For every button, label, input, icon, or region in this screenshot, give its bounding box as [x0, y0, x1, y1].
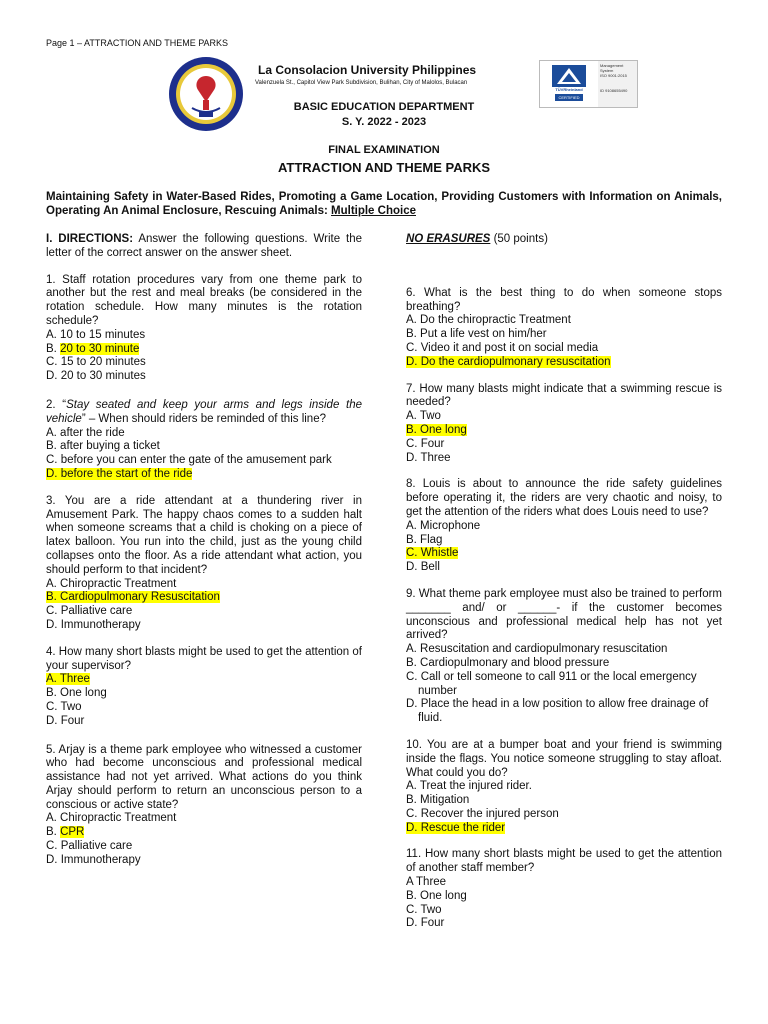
right-column: [406, 233, 722, 944]
university-address: Valenzuela St., Capitol View Park Subdivision, Bulihan, City of Malolos, Bulacan: [255, 80, 468, 86]
answer-option: [406, 780, 722, 794]
university-name: La Consolacion University Philippines: [258, 63, 477, 77]
highlighted-answer: D. Do the cardiopulmonary resuscitation: [406, 355, 611, 368]
highlighted-answer: B. CPR: [46, 826, 85, 839]
highlighted-answer: B. 20 to 30 minute: [46, 342, 140, 355]
answer-option: [46, 343, 362, 357]
answer-option: [406, 808, 722, 822]
tuv-name: TÜVRheinland: [555, 87, 583, 92]
answer-option: [46, 840, 362, 854]
question-stem: 4. How many short blasts might be used to get the attention of your supervisor?: [46, 645, 362, 672]
answer-option-text: D. Place the head in a low position to allow free drainage of fluid.: [406, 698, 709, 725]
answer-option: [46, 605, 362, 619]
answer-option-text: C. Palliative care: [46, 605, 133, 618]
answer-option: [46, 370, 362, 384]
answer-option: [406, 917, 722, 931]
answer-option: [406, 438, 722, 452]
answer-option: [46, 356, 362, 370]
no-erasures-label: NO ERASURES: [406, 233, 491, 245]
question-stem: 5. Arjay is a theme park employee who witnessed a customer who had become unconscious and professional medical assistance had not yet arrived. What actions do you think Arjay should perform to return an unconscious person to a conscious or active state?: [46, 743, 362, 811]
right-questions: [406, 287, 722, 931]
answer-option: [406, 520, 722, 534]
answer-option: [406, 328, 722, 342]
question-item: [46, 646, 362, 729]
points-label: (50 points): [493, 233, 548, 245]
answer-option-text: A. Two: [406, 410, 441, 423]
answer-option: [406, 424, 722, 438]
answer-option: [406, 822, 722, 836]
answer-option: [406, 890, 722, 904]
left-questions: [46, 274, 362, 868]
answer-option-text: A Three: [406, 876, 447, 889]
answer-option-text: D. Immunotherapy: [46, 618, 141, 631]
directions-label: I. DIRECTIONS:: [46, 233, 134, 245]
answer-option: [46, 440, 362, 454]
answer-option: [46, 427, 362, 441]
question-stem-part: ” – When should riders be reminded of this line?: [81, 412, 326, 425]
answer-option: [46, 454, 362, 468]
answer-option-text: B. Flag: [406, 533, 443, 546]
tuv-id: ID 9108655490: [600, 88, 628, 93]
answer-option: [406, 410, 722, 424]
highlighted-answer-text: 20 to 30 minute: [60, 342, 140, 355]
answer-option-text: B. Mitigation: [406, 794, 470, 807]
answer-option: [46, 715, 362, 729]
answer-option: [46, 591, 362, 605]
question-stem: 11. How many short blasts might be used to get the attention of another staff member?: [406, 848, 722, 875]
question-item: [46, 399, 362, 482]
answer-option: [46, 619, 362, 633]
tuv-side-line: ISO 9001:2015: [600, 73, 627, 78]
tuv-side-line: Management: [600, 63, 624, 68]
answer-option: [406, 643, 722, 657]
answer-option-text: B. One long: [406, 889, 467, 902]
answer-option-text: D. 20 to 30 minutes: [46, 370, 146, 383]
answer-option: [406, 698, 722, 726]
answer-option: [46, 687, 362, 701]
question-stem-part: Stay seated and keep your arms and legs inside the vehicle: [46, 398, 362, 425]
highlighted-answer: D. Rescue the rider: [406, 821, 506, 834]
answer-option: [46, 701, 362, 715]
answer-option-text: C. Call or tell someone to call 911 or the local emergency number: [406, 670, 697, 697]
answer-option-text: B. Cardiopulmonary and blood pressure: [406, 656, 610, 669]
school-year: S. Y. 2022 - 2023: [341, 116, 427, 128]
tuv-triangle-icon: [552, 65, 586, 87]
answer-option: [406, 452, 722, 466]
answer-option-text: C. Two: [406, 903, 442, 916]
answer-option: [406, 657, 722, 671]
highlighted-answer: A. Three: [46, 673, 90, 686]
tuv-side-line: System: [600, 68, 614, 73]
answer-option-text: D. Immunotherapy: [46, 853, 141, 866]
exam-topics: [46, 190, 722, 218]
answer-option-text: C. 15 to 20 minutes: [46, 356, 146, 369]
question-stem: 6. What is the best thing to do when someone stops breathing?: [406, 286, 722, 313]
answer-option-text: A. Chiropractic Treatment: [46, 577, 177, 590]
answer-option: [406, 671, 722, 699]
question-item: [406, 287, 722, 370]
answer-option: [46, 854, 362, 868]
question-item: [46, 744, 362, 868]
answer-option: [406, 794, 722, 808]
question-stem: 8. Louis is about to announce the ride safety guidelines before operating it, the riders are very chaotic and noisy, to get the attention of the riders what does Louis need to use?: [406, 478, 722, 518]
answer-option-text: C. Palliative care: [46, 840, 133, 853]
answer-option-text: A. Chiropractic Treatment: [46, 812, 177, 825]
answer-option-text: C. Two: [46, 700, 82, 713]
question-stem: 9. What theme park employee must also be trained to perform _______ and/ or ______- if the customer becomes unconscious and professional medical help has not yet arrived?: [406, 587, 722, 642]
answer-option-text: B. after buying a ticket: [46, 440, 160, 453]
answer-option-text: C. Four: [406, 437, 445, 450]
answer-option-text: A. Do the chiropractic Treatment: [406, 314, 571, 327]
answer-option: [406, 534, 722, 548]
left-column: [46, 233, 362, 881]
question-stem: 3. You are a ride attendant at a thundering river in Amusement Park. The happy chaos comes to a sudden halt when someone screams that a child is choking on a piece of latex balloon. You run into the child, just as the young child collapses onto the floor. As a ride attendant what action, you should perform to that incident?: [46, 494, 362, 576]
answer-option: [46, 673, 362, 687]
answer-option: [406, 356, 722, 370]
highlighted-answer: B. Cardiopulmonary Resuscitation: [46, 591, 220, 604]
question-item: [46, 495, 362, 633]
answer-option-text: A. after the ride: [46, 426, 125, 439]
answer-option: [46, 329, 362, 343]
question-stem: 10. You are at a bumper boat and your friend is swimming inside the flags. You notice someone struggling to stay afloat. What could you do?: [406, 738, 722, 779]
answer-option: [406, 561, 722, 575]
answer-option-text: C. before you can enter the gate of the amusement park: [46, 454, 332, 467]
answer-option-text: D. Bell: [406, 561, 440, 574]
question-item: [46, 274, 362, 384]
question-stem: [46, 399, 362, 427]
answer-option-text: A. Resuscitation and cardiopulmonary resuscitation: [406, 643, 668, 656]
answer-option: [46, 826, 362, 840]
answer-option-text: B. One long: [46, 687, 107, 700]
answer-option: [46, 812, 362, 826]
answer-option-text: D. Three: [406, 451, 451, 464]
answer-option: [406, 342, 722, 356]
no-erasures-note: [406, 233, 722, 247]
answer-option: [406, 547, 722, 561]
question-item: [406, 383, 722, 466]
directions: [46, 233, 362, 261]
tuv-certified-badge: CERTIFIED: [555, 94, 582, 101]
question-stem: 1. Staff rotation procedures vary from one theme park to another but the rest and meal breaks (be considered in the rotation schedule. How many minutes is the rotation schedule?: [46, 273, 362, 327]
directions-text: Answer the following questions. Write the letter of the correct answer on the answer sheet.: [46, 233, 363, 259]
question-stem-part: 2. “: [46, 398, 67, 411]
answer-option: [406, 314, 722, 328]
answer-option-text: C. Video it and post it on social media: [406, 341, 599, 354]
answer-option-text: A. Microphone: [406, 519, 481, 532]
highlighted-answer: B. One long: [406, 423, 467, 436]
highlighted-answer-text: CPR: [60, 826, 85, 839]
page-label: Page 1 – ATTRACTION AND THEME PARKS: [46, 38, 229, 48]
exam-title: FINAL EXAMINATION: [328, 144, 440, 156]
subject-title: ATTRACTION AND THEME PARKS: [277, 160, 491, 175]
answer-option-text: A. 10 to 15 minutes: [46, 328, 146, 341]
answer-option: [46, 578, 362, 592]
answer-option-text: D. Four: [46, 714, 85, 727]
answer-option: [406, 876, 722, 890]
answer-option-text: D. Four: [406, 917, 445, 930]
highlighted-answer: D. before the start of the ride: [46, 467, 193, 480]
topic-type: Multiple Choice: [331, 205, 416, 217]
highlighted-answer: C. Whistle: [406, 547, 459, 560]
answer-option: [46, 468, 362, 482]
department-title: BASIC EDUCATION DEPARTMENT: [293, 101, 475, 113]
question-item: [406, 478, 722, 575]
question-stem: 7. How many blasts might indicate that a swimming rescue is needed?: [406, 382, 722, 409]
question-item: [406, 739, 722, 836]
question-item: [406, 848, 722, 931]
answer-option-text: C. Recover the injured person: [406, 807, 559, 820]
answer-option-text: A. Treat the injured rider.: [406, 780, 532, 793]
question-item: [406, 588, 722, 726]
answer-option: [406, 904, 722, 918]
answer-option-text: B. Put a life vest on him/her: [406, 328, 547, 341]
topic-text: Maintaining Safety in Water-Based Rides, Promoting a Game Location, Providing Customers with Information on Animals, Operating An Animal Enclosure, Rescuing Animals:: [46, 191, 722, 217]
